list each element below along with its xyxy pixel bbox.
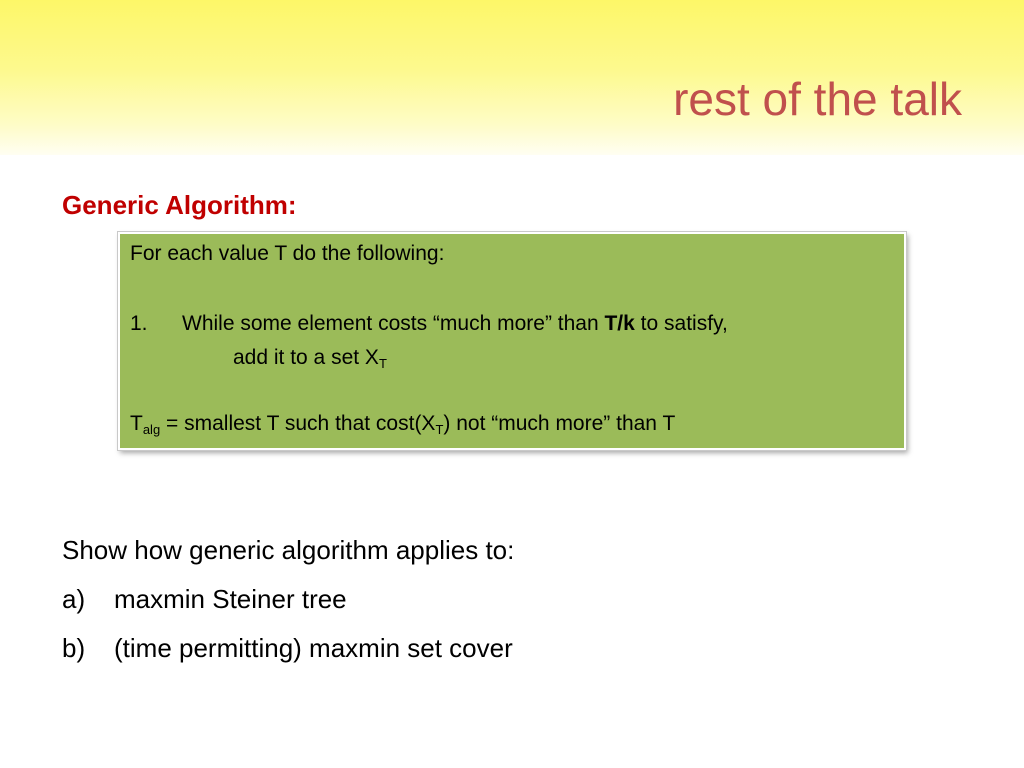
list-item bbox=[62, 633, 513, 664]
algorithm-intro: For each value T do the following: bbox=[130, 242, 445, 265]
step-continuation-text: add it to a set X bbox=[233, 346, 379, 369]
list-item-marker: a) bbox=[62, 584, 86, 614]
result-variable: T bbox=[130, 412, 143, 435]
list-item-text: (time permitting) maxmin set cover bbox=[114, 633, 513, 663]
result-text-subscript: T bbox=[435, 422, 444, 437]
algorithm-box bbox=[118, 232, 906, 450]
step-text-after: to satisfy, bbox=[634, 312, 728, 335]
result-variable-subscript: alg bbox=[142, 422, 161, 437]
algorithm-step-1 bbox=[130, 312, 728, 336]
body-intro: Show how generic algorithm applies to: bbox=[62, 535, 515, 565]
result-text-end: ) not “much more” than T bbox=[443, 412, 676, 435]
step-emphasis: T/k bbox=[604, 312, 635, 335]
step-text-before: While some element costs “much more” than bbox=[182, 312, 605, 335]
list-item-text: maxmin Steiner tree bbox=[114, 584, 347, 614]
step-number: 1. bbox=[130, 312, 148, 335]
list-item-marker: b) bbox=[62, 633, 86, 663]
slide-title: rest of the talk bbox=[673, 73, 962, 125]
algorithm-step-continuation bbox=[233, 346, 387, 370]
step-continuation-subscript: T bbox=[378, 356, 387, 371]
section-heading: Generic Algorithm: bbox=[62, 190, 297, 220]
result-text-mid: = smallest T such that cost(X bbox=[160, 412, 436, 435]
algorithm-result bbox=[130, 412, 675, 436]
list-item bbox=[62, 584, 347, 615]
